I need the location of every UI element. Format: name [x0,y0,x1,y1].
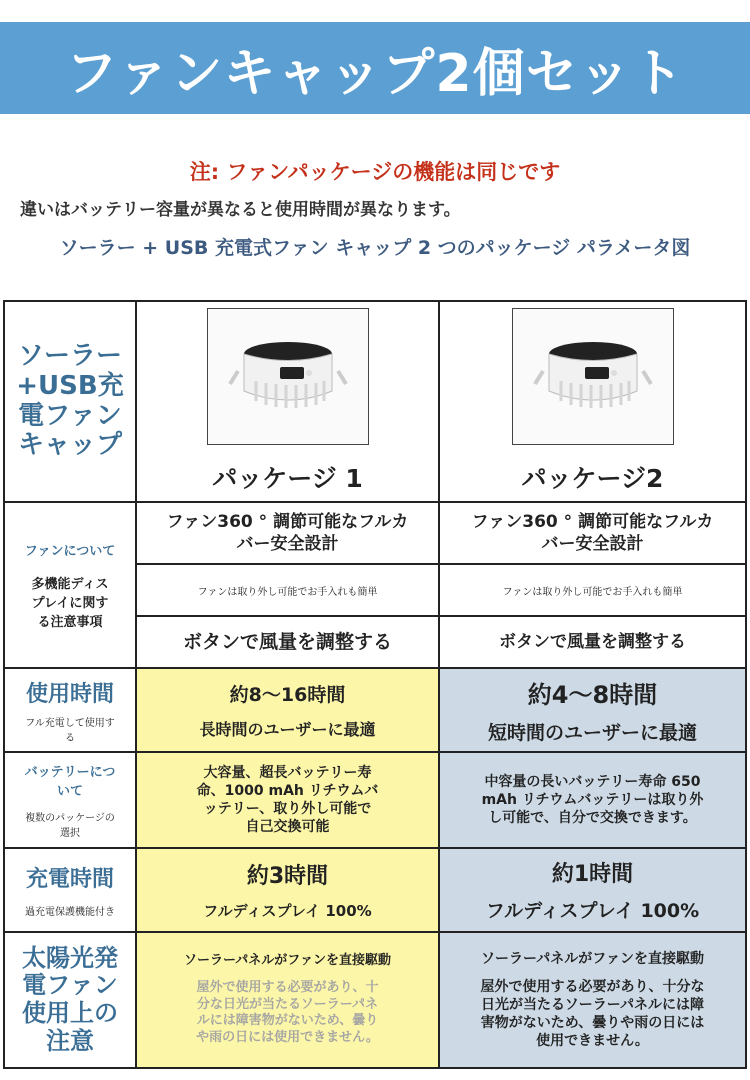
p1-usage-desc: 長時間のユーザーに最適 [199,720,376,739]
fan-label-cell [4,502,136,668]
p2-charge-display: フルディスプレイ 100% [485,900,700,922]
note-text: 注: ファンパッケージの機能は同じです [189,160,561,184]
p1-battery-text: 大容量、超長バッテリー寿 命、1000 mAh リチウムバ ッテリー、取り外し可能で 自己交換可能 [196,764,379,836]
p1-design-cell [136,502,439,564]
p1-design: ファン360 ° 調節可能なフルカ バー安全設計 [166,511,409,554]
package2-header [439,301,746,502]
charge-sub-label: 過充電保護機能付き [25,907,115,918]
p2-removable-cell [439,564,746,616]
p2-solar-title: ソーラーパネルがファンを直接駆動 [480,950,705,967]
p1-button-cell [136,616,439,668]
battery-label-cell [4,752,136,848]
p1-charge-cell [136,848,439,932]
p2-design-cell [439,502,746,564]
usage-sub-label: フル充電して使用す る [25,717,115,744]
charge-row [4,848,746,932]
p1-charge-hours: 約3時間 [246,864,329,889]
p2-solar-text: 屋外で使用する必要があり、十分な 日光が当たるソーラーパネルには障 害物がないため、曇りや雨の日には 使用できません。 [480,978,705,1050]
solar-label-cell [4,932,136,1068]
p2-usage-hours: 約4～8時間 [527,681,658,709]
battery-row [4,752,746,848]
corner-cell [4,301,136,502]
p2-charge-hours: 約1時間 [551,862,634,887]
banner-title: ファンキャップ2個セット [65,43,685,104]
p2-removable: ファンは取り外し可能でお手入れも簡単 [502,586,683,598]
p1-solar-text: 屋外で使用する必要があり、十 分な日光が当たるソーラーパネ ルには障害物がないため、曇り や雨の日には使用できません。 [196,979,379,1046]
solar-label: 太陽光発 電ファン 使用上の 注意 [22,943,118,1055]
fan-label-top: ファンについて [24,544,116,559]
difference-text: 違いはバッテリー容量が異なると使用時間が異なります。 [20,200,461,220]
fan-design-row [4,502,746,564]
battery-sub-label: 複数のパッケージの 選択 [25,813,115,839]
fan-label-bottom: 多機能ディス プレイに関す る注意事項 [31,577,109,630]
usage-label: 使用時間 [25,681,114,707]
package2-name: パッケージ2 [521,464,664,493]
parameter-title: ソーラー + USB 充電式ファン キャップ 2 つのパッケージ パラメータ図 [59,237,691,259]
charge-label: 充電時間 [25,867,114,892]
p1-solar-title: ソーラーパネルがファンを直接駆動 [183,952,392,968]
p2-usage-desc: 短時間のユーザーに最適 [487,722,697,744]
p2-charge-cell [439,848,746,932]
p2-button-cell [439,616,746,668]
p2-button: ボタンで風量を調整する [499,631,686,652]
p2-battery-cell [439,752,746,848]
p1-removable: ファンは取り外し可能でお手入れも簡単 [197,586,378,598]
charge-label-cell [4,848,136,932]
p2-solar-cell [439,932,746,1068]
p2-battery-text: 中容量の長いバッテリー寿命 650 mAh リチウムバッテリーは取り外 し可能で、自分で交換できます。 [481,773,704,827]
p1-removable-cell [136,564,439,616]
usage-row [4,668,746,752]
p1-usage-hours: 約8～16時間 [229,684,346,706]
p1-battery-cell [136,752,439,848]
fan-cap-product-image [512,308,674,445]
solar-row [4,932,746,1068]
p1-usage-cell [136,668,439,752]
battery-label: バッテリーにつ いて [24,765,116,799]
p1-solar-cell [136,932,439,1068]
p1-button: ボタンで風量を調整する [182,630,392,653]
package1-name: パッケージ 1 [212,464,363,493]
spec-table [3,300,747,1069]
table-header-row [4,301,746,502]
package1-header [136,301,439,502]
p2-usage-cell [439,668,746,752]
corner-label: ソーラー +USB充 電ファン キャップ [16,340,124,461]
usage-label-cell [4,668,136,752]
title-banner [0,22,750,114]
fan-cap-product-image [207,308,369,445]
p2-design: ファン360 ° 調節可能なフルカ バー安全設計 [471,511,714,554]
p1-charge-display: フルディスプレイ 100% [203,902,372,920]
